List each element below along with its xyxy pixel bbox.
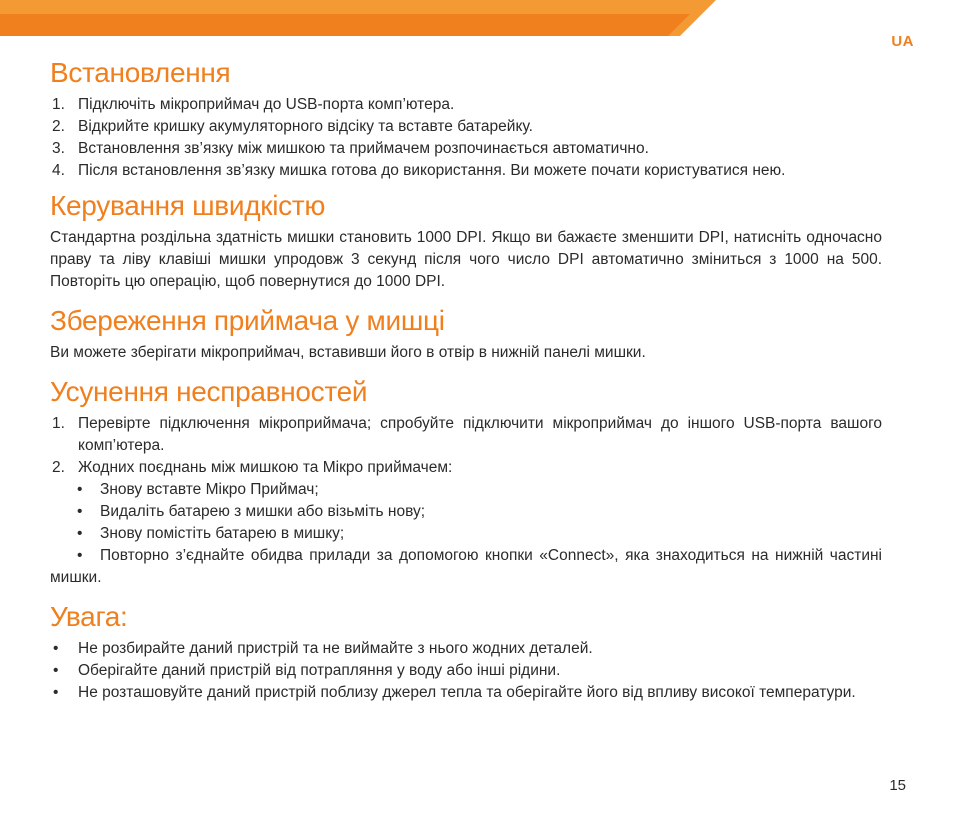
- list-number: 2.: [52, 118, 65, 135]
- list-number: 3.: [52, 140, 65, 157]
- language-tag: UA: [891, 33, 914, 50]
- bullet-icon: •: [77, 525, 83, 542]
- list-item-text: Після встановлення зв’язку мишка готова до використання. Ви можете почати користуватися нею.: [78, 162, 786, 179]
- list-number: 2.: [52, 459, 65, 476]
- section-title-install: Встановлення: [50, 57, 231, 88]
- list-item: [50, 501, 882, 523]
- speed-paragraph: Стандартна роздільна здатність мишки становить 1000 DPI. Якщо ви бажаєте зменшити DPI, натисніть одночасно праву та ліву клавіші мишки упродовж 3 секунд після чого число DPI автоматично зміниться з 1000 на 500. Повторіть цю операцію, щоб повернутися до 1000 DPI.: [50, 229, 882, 290]
- list-item: [50, 116, 882, 138]
- section-title-speed: Керування швидкістю: [50, 190, 326, 221]
- troubleshooting-sub-list: [50, 479, 882, 589]
- list-item: [50, 413, 882, 457]
- list-item: [50, 138, 882, 160]
- list-number: 4.: [52, 162, 65, 179]
- list-item-text: Не розбирайте даний пристрій та не виймайте з нього жодних деталей.: [78, 640, 593, 657]
- orange-banner-shape: [0, 0, 954, 36]
- list-item: [50, 523, 882, 545]
- list-item-text: Знову помістіть батарею в мишку;: [100, 525, 345, 542]
- list-item-text: Видаліть батарею з мишки або візьміть нову;: [100, 503, 426, 520]
- list-item-text: Жодних поєднань між мишкою та Мікро приймачем:: [78, 459, 453, 476]
- list-item-text: Перевірте підключення мікроприймача; спробуйте підключити мікроприймач до іншого USB-порта вашого комп’ютера.: [78, 415, 882, 454]
- bullet-icon: •: [77, 547, 83, 564]
- list-item-text: Підключіть мікроприймач до USB-порта комп’ютера.: [78, 96, 455, 113]
- list-number: 1.: [52, 415, 65, 432]
- list-number: 1.: [52, 96, 65, 113]
- troubleshooting-list: [50, 413, 882, 479]
- list-item: [50, 545, 882, 589]
- header-accent-bar: [0, 0, 954, 36]
- list-item-text: Відкрийте кришку акумуляторного відсіку та вставте батарейку.: [78, 118, 533, 135]
- list-item: [50, 638, 882, 660]
- bullet-icon: •: [77, 481, 83, 498]
- page-number: 15: [889, 777, 906, 794]
- bullet-icon: •: [53, 662, 59, 679]
- list-item-text: Знову вставте Мікро Приймач;: [100, 481, 319, 498]
- list-item: [50, 94, 882, 116]
- section-title-warning: Увага:: [50, 601, 128, 632]
- list-item: [50, 457, 882, 479]
- section-title-troubleshooting: Усунення несправностей: [50, 376, 368, 407]
- list-item: [50, 479, 882, 501]
- page-content: [50, 56, 882, 704]
- list-item: [50, 660, 882, 682]
- list-item-text: Повторно з’єднайте обидва прилади за допомогою кнопки «Connect», яка знаходиться на нижній частині мишки.: [50, 547, 882, 586]
- section-title-storage: Збереження приймача у мишці: [50, 305, 445, 336]
- list-item-text: Оберігайте даний пристрій від потрапляння у воду або інші рідини.: [78, 662, 561, 679]
- list-item-text: Встановлення зв’язку між мишкою та приймачем розпочинається автоматично.: [78, 140, 649, 157]
- storage-paragraph: Ви можете зберігати мікроприймач, вставивши його в отвір в нижній панелі мишки.: [50, 344, 646, 361]
- bullet-icon: •: [53, 684, 59, 701]
- list-item: [50, 682, 882, 704]
- list-item-text: Не розташовуйте даний пристрій поблизу джерел тепла та оберігайте його від впливу високої температури.: [78, 684, 856, 701]
- list-item: [50, 160, 882, 182]
- warning-list: [50, 638, 882, 704]
- bullet-icon: •: [53, 640, 59, 657]
- install-steps-list: [50, 94, 882, 182]
- bullet-icon: •: [77, 503, 83, 520]
